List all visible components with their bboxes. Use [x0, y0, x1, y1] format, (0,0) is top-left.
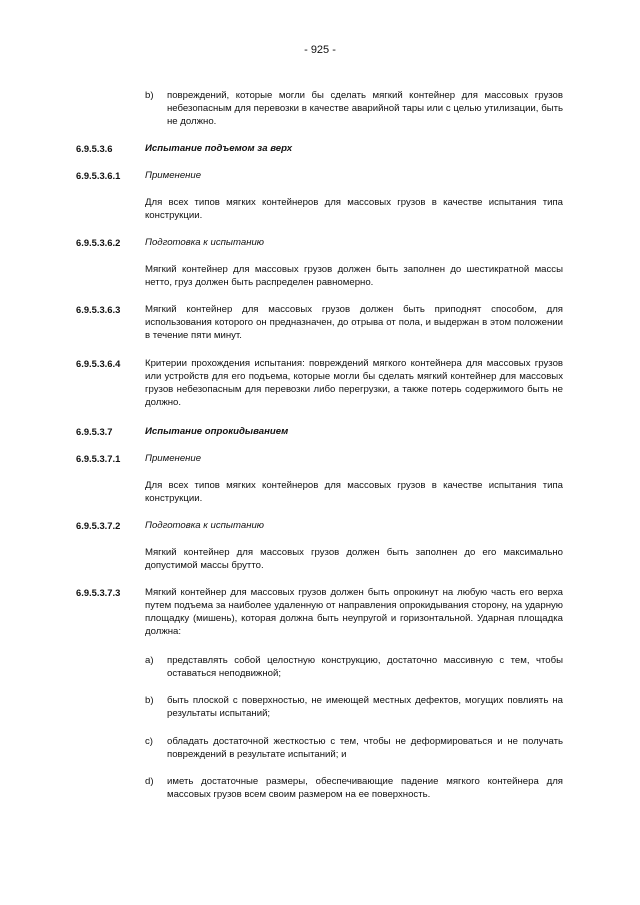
- paragraph-text: Для всех типов мягких контейнеров для массовых грузов в качестве испытания типа конструкции.: [145, 480, 563, 504]
- paragraph-text: Критерии прохождения испытания: повреждений мягкого контейнера для массовых грузов или устройств для его подъема, которые могли бы сделать мягкий контейнер для массовых грузов небезопасным для перевозки либо перегрузки, а также потерь содержимого быть не должно.: [145, 358, 563, 408]
- subsection-title: Применение: [145, 170, 202, 181]
- list-item-label: d): [145, 776, 154, 787]
- page-number: - 925 -: [304, 44, 336, 56]
- subsection-title: Подготовка к испытанию: [145, 237, 265, 248]
- section-number: 6.9.5.3.7: [76, 426, 113, 437]
- section-title: Испытание подъемом за верх: [145, 143, 293, 154]
- list-item-label: a): [145, 655, 154, 666]
- paragraph-number: 6.9.5.3.6.4: [76, 358, 121, 369]
- subsection-title: Применение: [145, 453, 202, 464]
- list-item-text: представлять собой целостную конструкцию, достаточно массивную с тем, чтобы оставаться неподвижной;: [167, 655, 563, 679]
- list-item-text: повреждений, которые могли бы сделать мягкий контейнер для массовых грузов небезопасным для перевозки в качестве аварийной тары или с целью утилизации, быть не должно.: [167, 90, 563, 127]
- list-item-text: обладать достаточной жесткостью с тем, чтобы не деформироваться и не получать повреждений в результате испытаний; и: [167, 736, 563, 760]
- list-item-label: b): [145, 90, 154, 101]
- list-item-label: b): [145, 695, 154, 706]
- section-title: Испытание опрокидыванием: [145, 426, 289, 437]
- subsection-number: 6.9.5.3.7.1: [76, 453, 121, 464]
- list-item-text: быть плоской с поверхностью, не имеющей местных дефектов, могущих повлиять на результаты испытаний;: [167, 695, 563, 719]
- subsection-number: 6.9.5.3.7.2: [76, 520, 121, 531]
- subsection-title: Подготовка к испытанию: [145, 520, 265, 531]
- paragraph-text: Мягкий контейнер для массовых грузов должен быть опрокинут на любую часть его верха путем подъема за наиболее удаленную от направления опрокидывания сторону, на ударную площадку (мишень), которая должна быть неупругой и горизонтальной. Ударная площадка должна:: [145, 587, 563, 637]
- paragraph-text: Мягкий контейнер для массовых грузов должен быть заполнен до его максимально допустимой массы брутто.: [145, 547, 563, 571]
- list-item-label: c): [145, 736, 153, 747]
- paragraph-text: Мягкий контейнер для массовых грузов должен быть приподнят способом, для использования которого он предназначен, до отрыва от пола, и выдержан в этом положении в течение пяти минут.: [145, 304, 563, 341]
- paragraph-number: 6.9.5.3.6.3: [76, 304, 121, 315]
- section-number: 6.9.5.3.6: [76, 143, 113, 154]
- subsection-number: 6.9.5.3.6.2: [76, 237, 121, 248]
- subsection-number: 6.9.5.3.6.1: [76, 170, 121, 181]
- paragraph-text: Мягкий контейнер для массовых грузов должен быть заполнен до шестикратной массы нетто, груз должен быть распределен равномерно.: [145, 264, 563, 288]
- list-item-text: иметь достаточные размеры, обеспечивающие падение мягкого контейнера для массовых грузов всем своим размером на ее поверхность.: [167, 776, 563, 800]
- paragraph-number: 6.9.5.3.7.3: [76, 587, 121, 598]
- paragraph-text: Для всех типов мягких контейнеров для массовых грузов в качестве испытания типа конструкции.: [145, 197, 563, 221]
